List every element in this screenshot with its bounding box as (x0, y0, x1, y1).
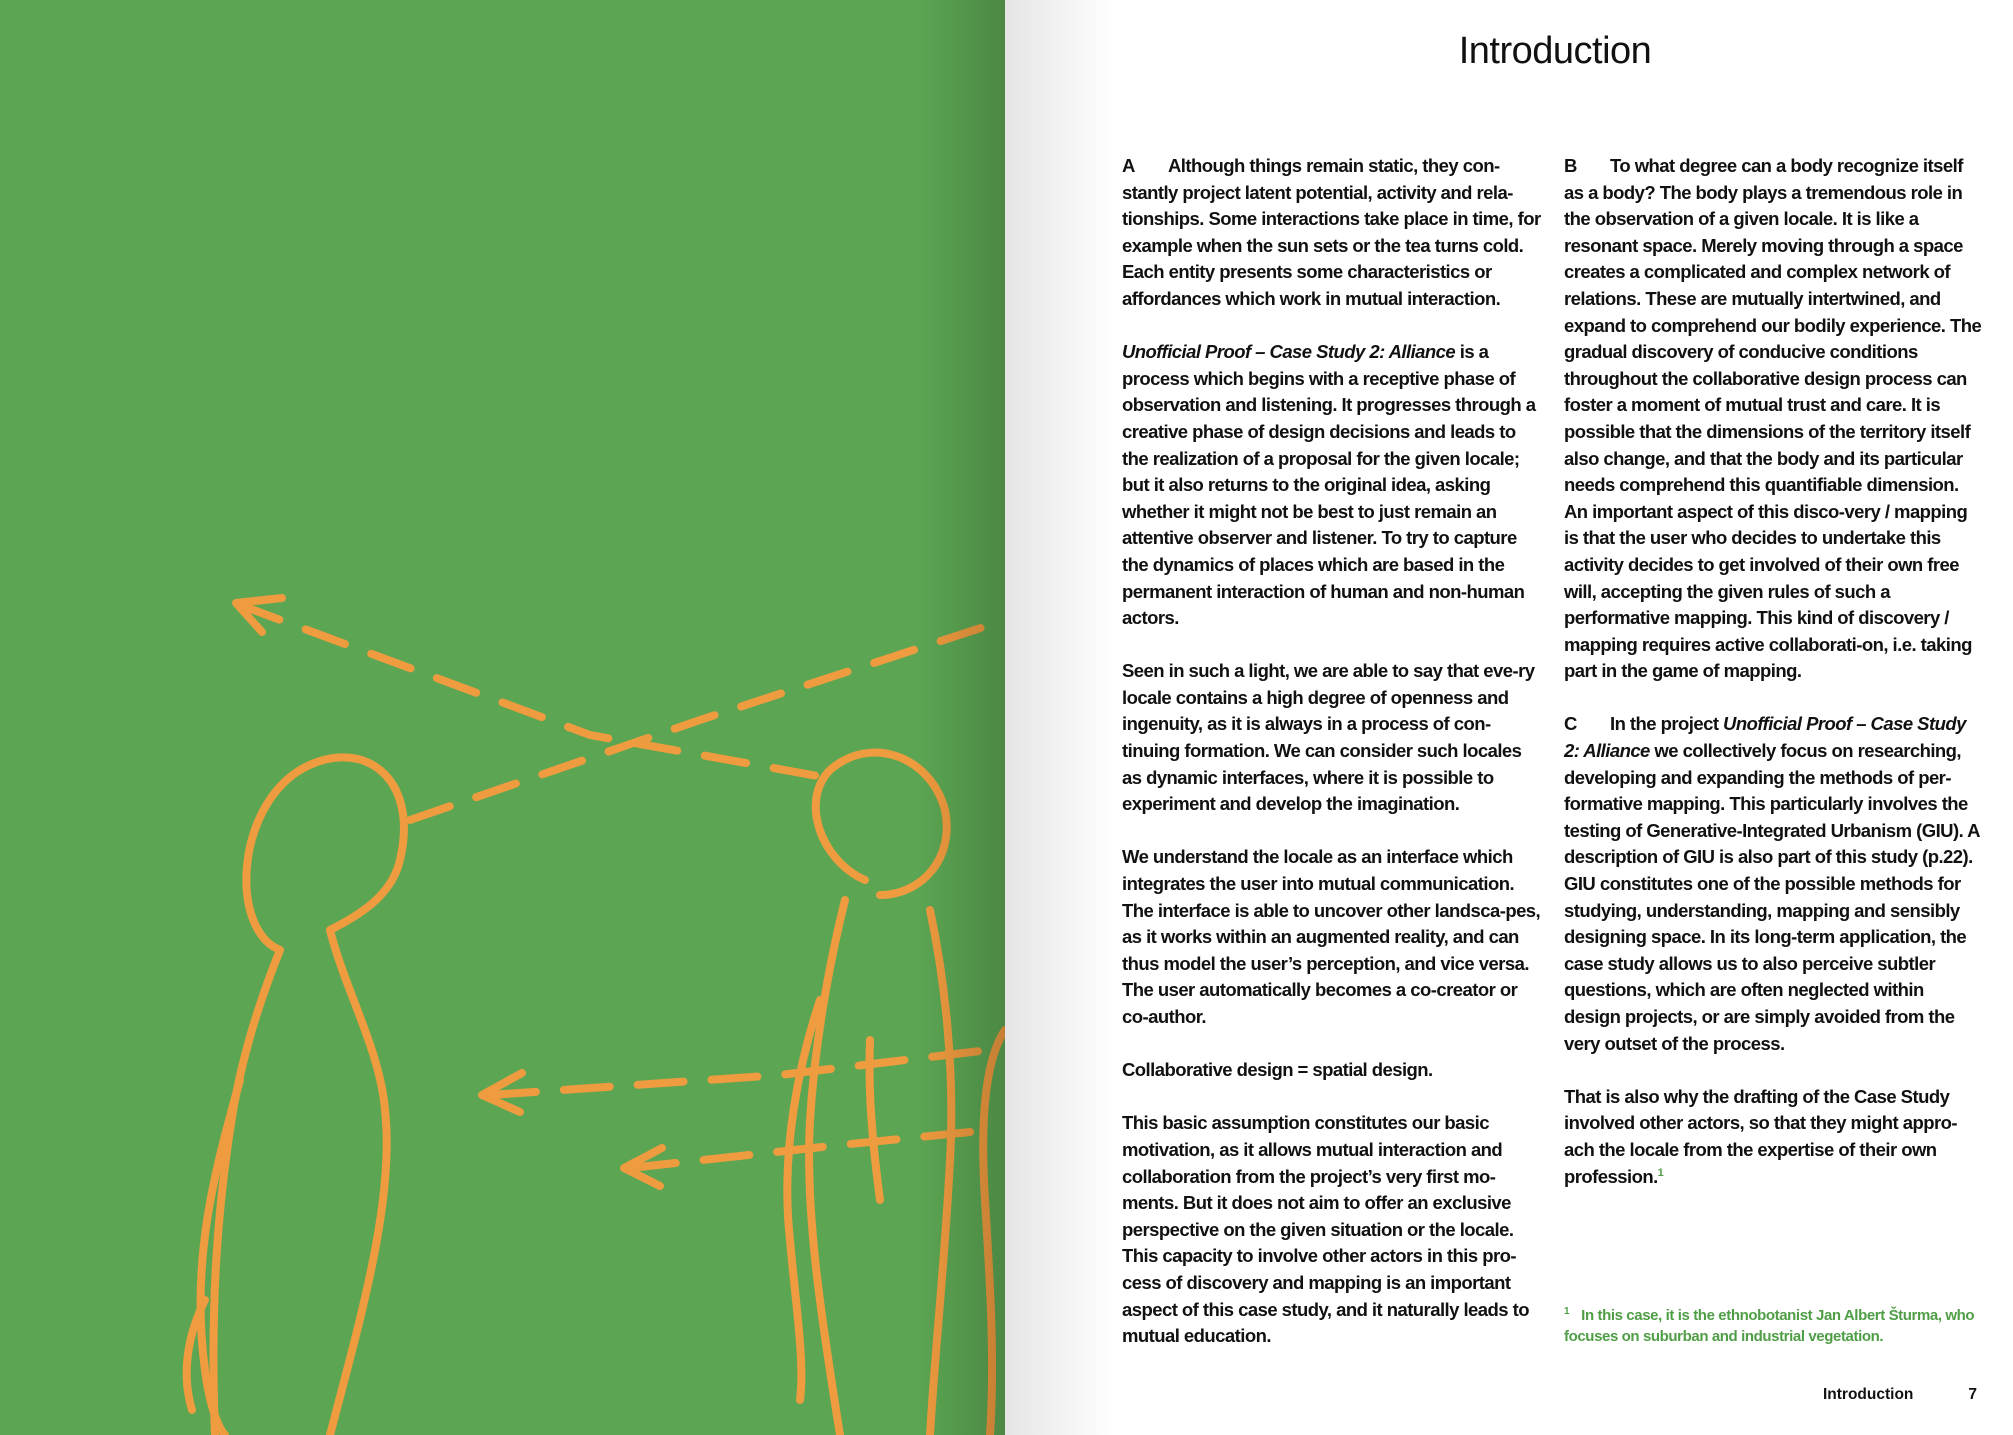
person-left-outline (246, 757, 404, 1435)
footnote (1564, 1305, 1984, 1347)
section-letter-b: B (1564, 155, 1577, 176)
paragraph-alliance-text: is a process which begins with a receptive phase of observation and listening. It progresses through a creative phase of design decisions and leads to the realization of a proposal for the given locale; but it also returns to the original idea, asking whether it might not be best to just remain an attentive observer and listener. To try to capture the dynamics of places which are based in the permanent interaction of human and non-human actors. (1122, 341, 1536, 629)
fold-shadow (915, 0, 1005, 1435)
project-title-italic-c: Unofficial Proof – Case Study 2: Alliance (1564, 713, 1966, 762)
running-head: Introduction (1823, 1386, 1914, 1403)
text-column-right (1564, 153, 1984, 1217)
sight-line-upper-left (240, 605, 840, 780)
text-column-left (1122, 153, 1542, 1376)
footnote-reference[interactable]: 1 (1657, 1166, 1664, 1179)
paragraph-a (1122, 153, 1542, 313)
paragraph-c-text: we collectively focus on researching, developing and expanding the methods of per-formative mapping. This particularly involves the testing of Generative-Integrated Urbanism (GIU). A description of GIU is also part of this study (p.22). GIU constitutes one of the possible methods for studying, understanding, mapping and sensibly designing space. In its long-term application, the case study allows us to also perceive subtler questions, which are often neglected within design projects, or are simply avoided from the very outset of the process. (1564, 740, 1980, 1054)
illustration-page (0, 0, 1005, 1435)
paragraph-locale-openness: Seen in such a light, we are able to say that eve-ry locale contains a high degree of openness and ingenuity, as it is always in a process of con-tinuing formation. We can consider such locales as dynamic interfaces, where it is possible to experiment and develop the imagination. (1122, 660, 1535, 815)
paragraph-equation: Collaborative design = spatial design. (1122, 1059, 1433, 1081)
page-number: 7 (1968, 1386, 1977, 1403)
paragraph-assumption: This basic assumption constitutes our basic motivation, as it allows mutual interaction and collaboration from the project’s very first mo-ments. But it does not aim to offer an exclusive perspective on the given situation or the locale. This capacity to involve other actors in this pro-cess of discovery and mapping is an important aspect of this case study, and it naturally leads to mutual education. (1122, 1112, 1529, 1347)
footnote-number: 1 (1564, 1306, 1570, 1317)
paragraph-c-pre: In the project (1610, 713, 1724, 735)
paragraph-a-text: Although things remain static, they con-stantly project latent potential, activity and rela-tionships. Some interactions take place in time, for example when the sun sets or the tea turns cold. Each entity presents some characteristics or affordances which work in mutual interaction. (1122, 155, 1541, 309)
gutter-shade (1005, 0, 1115, 1435)
page-title: Introduction (1458, 30, 1652, 72)
section-letter-c: C (1564, 713, 1577, 735)
person-left-back (213, 950, 280, 1435)
people-observing-illustration (0, 0, 1005, 1435)
paragraph-b (1564, 153, 1984, 685)
paragraph-alliance (1122, 339, 1542, 632)
paragraph-c (1564, 711, 1984, 1057)
paragraph-drafting-text: That is also why the drafting of the Case Study involved other actors, so that they might appro-ach the locale from the expertise of their own profession. (1564, 1085, 1957, 1187)
person-right-body (809, 900, 845, 1435)
project-title-italic: Unofficial Proof – Case Study 2: Alliance (1122, 341, 1456, 363)
section-letter-a: A (1122, 155, 1135, 176)
paragraph-drafting (1564, 1084, 1984, 1190)
paragraph-interface: We understand the locale as an interface which integrates the user into mutual communication. The interface is able to uncover other landsca-pes, as it works within an augmented reality, and can thus model the user’s perception, and vice versa. The user automatically becomes a co-creator or co-author. (1122, 846, 1541, 1027)
paragraph-b-text: To what degree can a body recognize itself as a body? The body plays a tremendous role in the observation of a given locale. It is like a resonant space. Merely moving through a space creates a complicated and complex network of relations. These are mutually intertwined, and expand to comprehend our bodily experience. The gradual discovery of conducive conditions throughout the collaborative design process can foster a moment of mutual trust and care. It is possible that the dimensions of the territory itself also change, and that the body and its particular needs comprehend this quantifiable dimension. An important aspect of this disco-very / mapping is that the user who decides to undertake this activity decides to get involved of their own free will, accepting the given rules of such a performative mapping. This kind of discovery / mapping requires active collaborati-on, i.e. taking part in the game of mapping. (1564, 155, 1982, 682)
footnote-text: In this case, it is the ethnobotanist Jan Albert Šturma, who focuses on suburban and industrial vegetation. (1564, 1307, 1975, 1345)
